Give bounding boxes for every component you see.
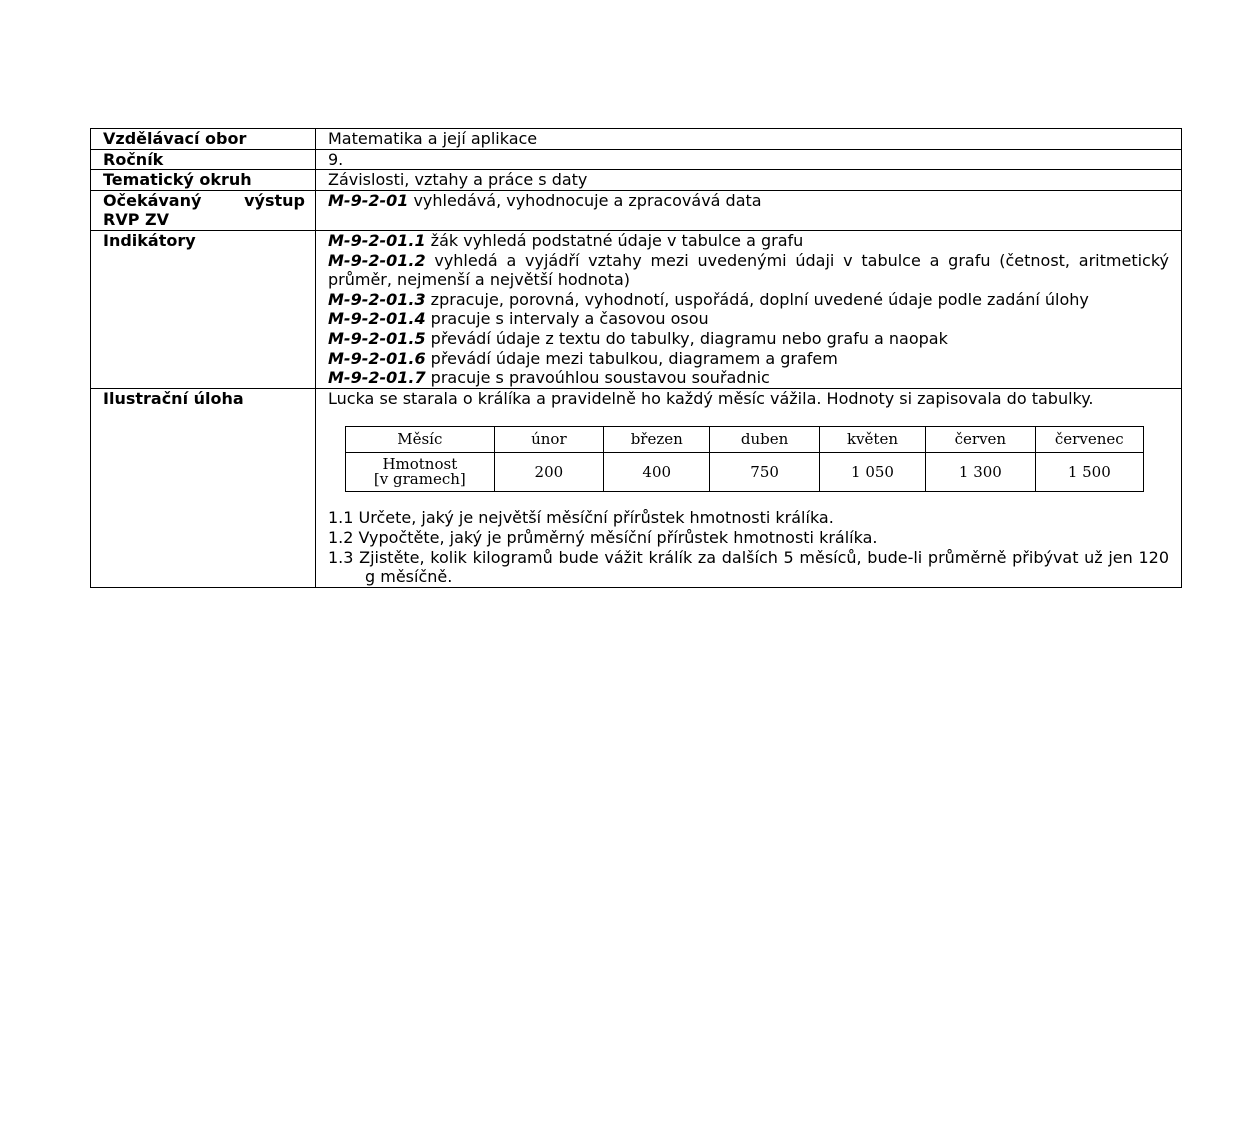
indicator-list	[316, 230, 1182, 388]
value-cell: 1 050	[819, 453, 925, 492]
month-cell: červen	[926, 427, 1035, 453]
indicator-item	[328, 231, 1169, 251]
vystup-text: vyhledává, vyhodnocuje a zpracovává data	[408, 190, 762, 210]
row-label	[346, 453, 495, 492]
month-cell: květen	[819, 427, 925, 453]
label-indikatory: Indikátory	[91, 230, 316, 388]
indicator-text: převádí údaje mezi tabulkou, diagramem a grafem	[425, 348, 838, 368]
question-item: 1.3 Zjistěte, kolik kilogramů bude vážit králík za dalších 5 měsíců, bude-li průměrně přibývat už jen 120 g měsíčně.	[328, 547, 1169, 587]
value-rocnik: 9.	[316, 149, 1182, 170]
value-cell: 750	[710, 453, 819, 492]
indicator-item	[328, 290, 1169, 310]
indicator-item	[328, 251, 1169, 290]
indicator-code: M-9-2-01.5	[328, 328, 426, 348]
row-vystup	[91, 190, 1182, 230]
row-okruh	[91, 170, 1182, 191]
indicator-item	[328, 309, 1169, 329]
question-item: 1.2 Vypočtěte, jaký je průměrný měsíční přírůstek hmotnosti králíka.	[328, 527, 878, 547]
label-vystup: Očekávaný výstup RVP ZV	[91, 190, 316, 230]
indicator-code: M-9-2-01.4	[328, 309, 426, 329]
label-rocnik: Ročník	[91, 149, 316, 170]
row-obor	[91, 129, 1182, 150]
month-cell: únor	[494, 427, 603, 453]
indicator-text: žák vyhledá podstatné údaje v tabulce a grafu	[425, 230, 804, 250]
weight-table	[345, 426, 1144, 492]
indicator-text: pracuje s pravoúhlou soustavou souřadnic	[425, 368, 770, 388]
task-intro: Lucka se starala o králíka a pravidelně ho každý měsíc vážila. Hodnoty si zapisovala do tabulky.	[328, 388, 1094, 408]
value-cell: 1 300	[926, 453, 1035, 492]
month-cell: červenec	[1035, 427, 1143, 453]
indicator-text: zpracuje, porovná, vyhodnotí, uspořádá, doplní uvedené údaje podle zadání úlohy	[425, 289, 1089, 309]
question-item: 1.1 Určete, jaký je největší měsíční přírůstek hmotnosti králíka.	[328, 508, 834, 528]
row-label-line2: [v gramech]	[373, 470, 466, 489]
month-cell: duben	[710, 427, 819, 453]
row-uloha	[91, 388, 1182, 587]
indicator-text: převádí údaje z textu do tabulky, diagramu nebo grafu a naopak	[425, 328, 948, 348]
weight-table-wrap	[328, 408, 1169, 504]
row-indikatory	[91, 230, 1182, 388]
value-vystup	[316, 190, 1182, 230]
indicator-item	[328, 349, 1169, 369]
value-obor: Matematika a její aplikace	[316, 129, 1182, 150]
label-obor: Vzdělávací obor	[91, 129, 316, 150]
indicator-code: M-9-2-01.3	[328, 289, 426, 309]
label-okruh: Tematický okruh	[91, 170, 316, 191]
task-cell	[316, 388, 1182, 587]
value-okruh: Závislosti, vztahy a práce s daty	[316, 170, 1182, 191]
weight-table-row	[346, 453, 1144, 492]
weight-table-header	[346, 427, 1144, 453]
header-label: Měsíc	[346, 427, 495, 453]
indicator-code: M-9-2-01.2	[328, 250, 426, 270]
indicator-code: M-9-2-01.1	[328, 230, 426, 250]
indicator-code: M-9-2-01.6	[328, 348, 426, 368]
indicator-text: vyhledá a vyjádří vztahy mezi uvedenými údaji v tabulce a grafu (četnost, aritmetický průměr, nejmenší a největší hodnota)	[328, 250, 1169, 290]
indicator-code: M-9-2-01.7	[328, 368, 426, 388]
question-list	[328, 504, 1169, 586]
row-rocnik	[91, 149, 1182, 170]
curriculum-table	[90, 128, 1182, 588]
indicator-item	[328, 329, 1169, 349]
row-label-line1: Hmotnost	[382, 455, 458, 474]
value-cell: 200	[494, 453, 603, 492]
indicator-item	[328, 368, 1169, 388]
month-cell: březen	[604, 427, 710, 453]
indicator-text: pracuje s intervaly a časovou osou	[425, 309, 709, 329]
value-cell: 1 500	[1035, 453, 1143, 492]
vystup-code: M-9-2-01	[328, 190, 409, 210]
value-cell: 400	[604, 453, 710, 492]
label-uloha: Ilustrační úloha	[91, 388, 316, 587]
